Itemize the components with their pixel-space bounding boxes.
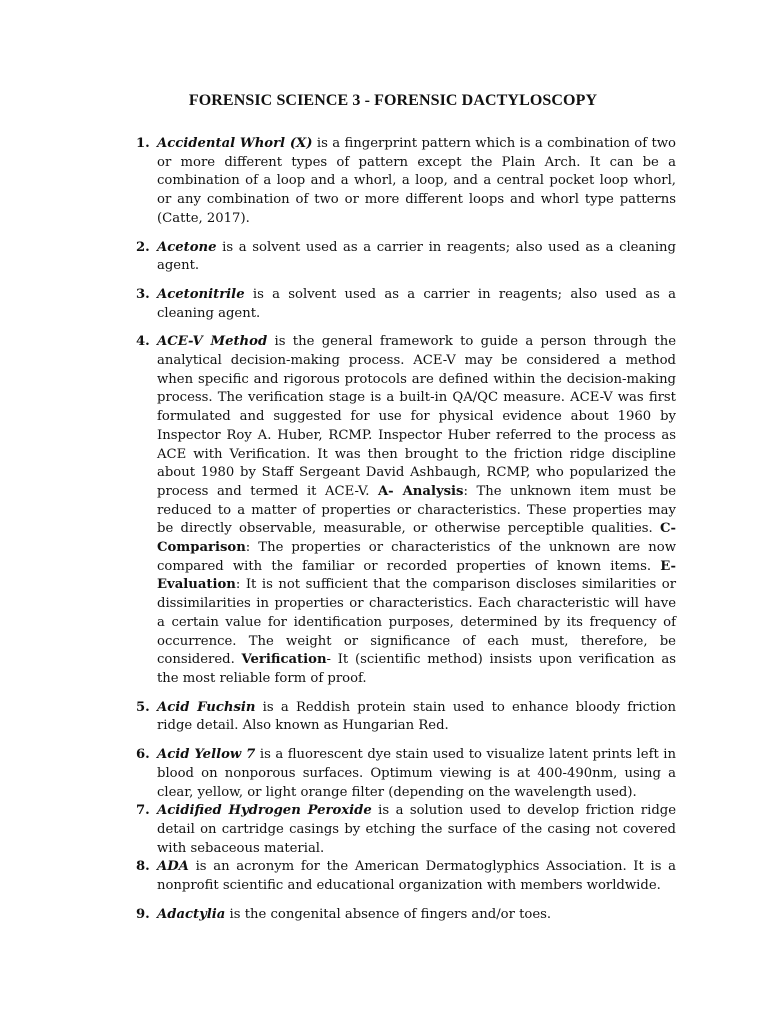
entry-number: 4.	[136, 334, 150, 350]
glossary-entry-ace-v-method	[136, 333, 676, 688]
entry-definition: is an acronym for the American Dermatoglyphics Association. It is a nonprofit scientific and educational organization with members worldwide.	[157, 859, 676, 894]
entry-number: 9.	[136, 906, 150, 922]
entry-term: Acetone	[157, 239, 217, 255]
entry-definition: is a fluorescent dye stain used to visualize latent prints left in blood on nonporous surfaces. Optimum viewing is at 400-490nm, using a clear, yellow, or light orange filter (depending on the wavelength used).	[157, 747, 676, 800]
entry-definition: is a fingerprint pattern which is a combination of two or more different types of pattern except the Plain Arch. It can be a combination of a loop and a whorl, a loop, and a central pocket loop whorl, or any combination of two or more different loops and whorl type patterns (Catte, 2017).	[157, 136, 676, 226]
glossary-list	[136, 135, 676, 924]
glossary-entry-adactylia	[136, 906, 676, 925]
entry-definition: is the congenital absence of fingers and/or toes.	[225, 906, 552, 922]
entry-number: 5.	[136, 699, 150, 715]
glossary-entry-acetone	[136, 239, 676, 276]
glossary-entry-accidental-whorl	[136, 135, 676, 229]
entry-definition: is a solvent used as a carrier in reagents; also used as a cleaning agent.	[157, 239, 676, 274]
glossary-entry-ada	[136, 858, 676, 895]
entry-number: 6.	[136, 747, 150, 763]
entry-term: Acid Fuchsin	[157, 699, 256, 715]
entry-number: 8.	[136, 859, 150, 875]
glossary-entry-acetonitrile	[136, 286, 676, 323]
entry-definition: is a solution used to develop friction ridge detail on cartridge casings by etching the surface of the casing not covered with sebaceous material.	[157, 803, 677, 856]
entry-number: 2.	[136, 239, 150, 255]
entry-term: Acetonitrile	[157, 286, 245, 302]
ace-v-comparison-text: : The properties or characteristics of the unknown are now compared with the familiar or recorded properties of known items.	[157, 540, 676, 574]
entry-definition: is a Reddish protein stain used to enhance bloody friction ridge detail. Also known as Hungarian Red.	[157, 699, 676, 734]
entry-term: ACE-V Method	[157, 334, 268, 350]
ace-v-analysis-label: A- Analysis	[377, 483, 464, 499]
entry-term: Adactylia	[157, 906, 226, 922]
glossary-entry-acidified-hydrogen-peroxide	[136, 802, 676, 858]
entry-term: ADA	[157, 859, 189, 875]
entry-term: Acidified Hydrogen Peroxide	[157, 803, 372, 819]
ace-v-comparison-label: C-Comparison	[157, 521, 676, 556]
ace-v-analysis-text: : The unknown item must be reduced to a matter of properties or characteristics. These properties may be directly observable, measurable, or otherwise perceptible qualities.	[157, 483, 677, 537]
ace-v-evaluation-label: E-Evaluation	[157, 558, 676, 593]
glossary-entry-acid-yellow-7	[136, 746, 676, 802]
entry-definition: is the general framework to guide a person through the analytical decision-making process. ACE-V may be considered a method when specific and rigorous protocols are defined within the decision-making process. The verification stage is a built-in QA/QC measure. ACE-V was first formulated and suggested for use for physical evidence about 1960 by Inspector Roy A. Huber, RCMP. Inspector Huber referred to the process as ACE with Verification. It was then brought to the friction ridge discipline about 1980 by Staff Sergeant David Ashbaugh, RCMP, who popularized the process and termed it ACE-V.	[157, 334, 677, 499]
ace-v-evaluation-text: : It is not sufficient that the comparison discloses similarities or dissimilarities in properties or characteristics. Each characteristic will have a certain value for identification purposes, determined by its frequency of occurrence. The weight or significance of each must, therefore, be considered.	[157, 577, 676, 668]
entry-definition: is a solvent used as a carrier in reagents; also used as a cleaning agent.	[157, 286, 676, 321]
entry-number: 1.	[136, 136, 150, 151]
entry-term: Acid Yellow 7	[157, 747, 256, 763]
ace-v-verification-label: Verification	[241, 652, 327, 668]
document-title: FORENSIC SCIENCE 3 - FORENSIC DACTYLOSCOPY	[188, 92, 598, 109]
entry-number: 3.	[136, 286, 150, 302]
entry-number: 7.	[136, 803, 150, 819]
entry-term: Accidental Whorl (X)	[157, 136, 313, 151]
glossary-entry-acid-fuchsin	[136, 699, 676, 736]
ace-v-verification-text: - It (scientific method) insists upon verification as the most reliable form of proof.	[157, 652, 676, 686]
